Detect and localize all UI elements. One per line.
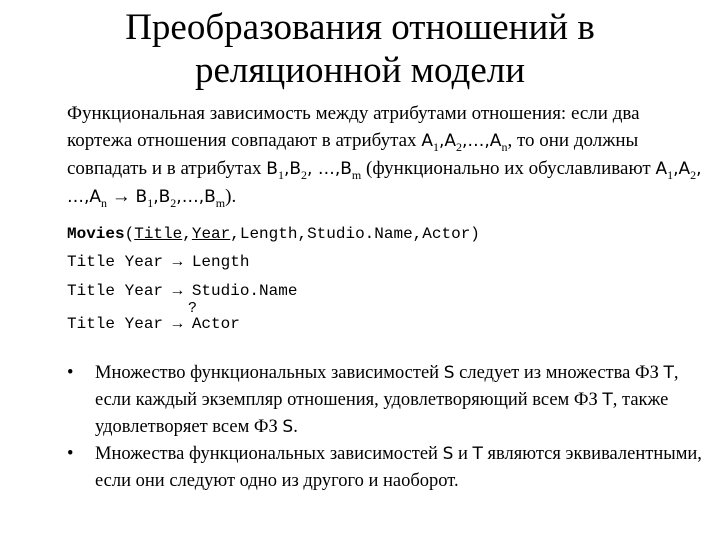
sub: n <box>101 195 108 210</box>
title-line-1: Преобразования отношений в <box>125 7 595 48</box>
def-text-3: (функционально их обуславливают <box>361 158 656 179</box>
attr-b: ,B <box>153 187 171 207</box>
key-attr-year: Year <box>191 225 231 243</box>
def-text-1: Функциональная зависимость между атрибутами отношения: если два кортежа отношения совпадают в атрибутах <box>67 103 640 151</box>
sub: 2 <box>301 167 308 182</box>
slide-title <box>0 6 720 92</box>
set-symbol: T <box>663 363 674 383</box>
bullet-text: и <box>453 444 473 464</box>
schema-rest: ,Length,Studio.Name,Actor) <box>230 225 480 243</box>
bullet-text: являются эквивалентными, если они следуют одно из другого и наоборот. <box>95 444 702 491</box>
comma: , <box>182 225 192 243</box>
attr-b: , …,B <box>307 159 352 179</box>
fd-definition <box>67 100 707 211</box>
attr-a: ,…,A <box>462 131 502 151</box>
paren: ( <box>124 225 135 243</box>
bullet-dot: • <box>67 363 74 383</box>
attr-b: ,…,B <box>176 187 216 207</box>
bullet-dot: • <box>67 444 74 464</box>
attr-a: A <box>421 131 433 151</box>
sub: 1 <box>147 195 154 210</box>
attr-a: , …,A <box>67 159 702 207</box>
set-symbol: S <box>443 363 455 383</box>
fd-row: Title Year → Studio.Name <box>67 282 298 300</box>
arrow: → <box>107 186 136 207</box>
def-text-4: ). <box>225 186 237 207</box>
bullet-text: Множества функциональных зависимостей <box>95 444 443 464</box>
attr-b: ,B <box>283 159 302 179</box>
bullet-text: Множество функциональных зависимостей <box>95 363 444 383</box>
bullet-text: . <box>293 417 298 437</box>
attr-a: A <box>655 159 668 179</box>
bullet-text: , также удовлетворяет всем ФЗ <box>95 390 669 437</box>
key-attr-title: Title <box>134 225 183 243</box>
sub: 2 <box>690 167 697 182</box>
sub: 2 <box>456 139 462 154</box>
schema-line <box>67 224 480 244</box>
set-symbol: T <box>602 390 613 410</box>
sub: n <box>501 139 508 154</box>
sub: m <box>215 195 226 210</box>
bullet-list <box>67 360 707 495</box>
bullet-text: , если каждый экземпляр отношения, удовлетворяющий всем ФЗ <box>95 363 679 410</box>
bullet-text: следует из множества ФЗ <box>454 363 664 383</box>
sub: 1 <box>432 139 439 154</box>
sub: m <box>351 167 362 182</box>
fd-row: Title Year → Actor <box>67 315 240 333</box>
set-symbol: T <box>472 444 483 464</box>
question-mark: ? <box>188 300 198 317</box>
fd-row: Title Year → Length <box>67 253 250 271</box>
title-line-2: реляционной модели <box>194 50 526 91</box>
sub: 1 <box>277 167 284 182</box>
bullet-item <box>67 360 707 441</box>
attr-b: B <box>135 187 148 207</box>
attr-a: ,A <box>673 159 691 179</box>
sub: 1 <box>667 167 674 182</box>
set-symbol: S <box>282 417 294 437</box>
relation-name: Movies <box>67 225 125 243</box>
sub: 2 <box>170 195 177 210</box>
bullet-item <box>67 441 707 495</box>
attr-b: B <box>266 159 278 179</box>
def-text-2: , то они должны совпадать и в атрибутах <box>67 130 639 179</box>
set-symbol: S <box>442 444 454 464</box>
attr-a: ,A <box>438 131 456 151</box>
